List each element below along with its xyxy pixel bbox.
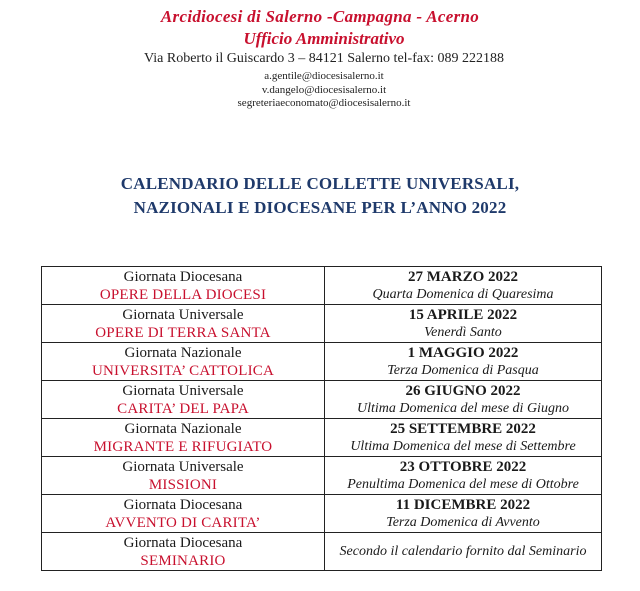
event-name: AVVENTO DI CARITA’ bbox=[105, 514, 261, 531]
event-cell bbox=[42, 381, 325, 419]
email-link[interactable]: a.gentile@diocesisalerno.it bbox=[264, 70, 384, 82]
event-date: 23 OTTOBRE 2022 bbox=[399, 458, 527, 475]
date-cell bbox=[325, 343, 602, 381]
event-cell bbox=[42, 419, 325, 457]
event-kind: Giornata Universale bbox=[122, 306, 244, 323]
event-date: 15 APRILE 2022 bbox=[408, 306, 518, 323]
event-date: 27 MARZO 2022 bbox=[408, 268, 518, 285]
event-date: 26 GIUGNO 2022 bbox=[405, 382, 521, 399]
table-row bbox=[42, 419, 602, 457]
event-date: 25 SETTEMBRE 2022 bbox=[390, 420, 536, 437]
event-date-desc: Terza Domenica di Avvento bbox=[386, 514, 540, 530]
event-kind: Giornata Diocesana bbox=[123, 268, 243, 285]
table-row bbox=[42, 457, 602, 495]
event-date-desc: Ultima Domenica del mese di Settembre bbox=[350, 438, 576, 454]
event-cell bbox=[42, 495, 325, 533]
event-date-desc: Quarta Domenica di Quaresima bbox=[372, 286, 554, 302]
collection-calendar-table bbox=[41, 266, 602, 571]
table-row bbox=[42, 343, 602, 381]
event-date: 11 DICEMBRE 2022 bbox=[395, 496, 531, 513]
date-cell bbox=[325, 495, 602, 533]
letterhead-diocese: Arcidiocesi di Salerno -Campagna - Acerno bbox=[160, 7, 480, 26]
event-name: CARITA’ DEL PAPA bbox=[117, 400, 249, 417]
document-title bbox=[0, 172, 640, 220]
event-cell bbox=[42, 343, 325, 381]
email-link[interactable]: v.dangelo@diocesisalerno.it bbox=[261, 83, 387, 96]
event-date-desc: Penultima Domenica del mese di Ottobre bbox=[347, 476, 579, 492]
date-cell bbox=[325, 267, 602, 305]
title-line: NAZIONALI E DIOCESANE PER L’ANNO 2022 bbox=[133, 198, 507, 217]
event-date-desc: Secondo il calendario fornito dal Seminario bbox=[339, 543, 587, 559]
event-name: MISSIONI bbox=[148, 476, 218, 493]
event-kind: Giornata Nazionale bbox=[124, 420, 242, 437]
event-kind: Giornata Universale bbox=[122, 382, 244, 399]
event-date-desc: Venerdì Santo bbox=[424, 324, 502, 340]
event-kind: Giornata Universale bbox=[122, 458, 244, 475]
date-cell bbox=[325, 533, 602, 571]
letterhead-address: Via Roberto il Guiscardo 3 – 84121 Salerno tel-fax: 089 222188 bbox=[144, 51, 504, 66]
email-link[interactable]: segreteriaeconomato@diocesisalerno.it bbox=[237, 97, 411, 109]
title-line: CALENDARIO DELLE COLLETTE UNIVERSALI, bbox=[120, 174, 520, 193]
event-kind: Giornata Diocesana bbox=[123, 534, 243, 551]
date-cell bbox=[325, 381, 602, 419]
date-cell bbox=[325, 457, 602, 495]
event-cell bbox=[42, 533, 325, 571]
event-date-desc: Ultima Domenica del mese di Giugno bbox=[357, 400, 569, 416]
event-name: SEMINARIO bbox=[140, 552, 226, 569]
table-row bbox=[42, 381, 602, 419]
event-kind: Giornata Nazionale bbox=[124, 344, 242, 361]
date-cell bbox=[325, 305, 602, 343]
letterhead-emails bbox=[0, 70, 640, 111]
event-name: OPERE DI TERRA SANTA bbox=[95, 324, 271, 341]
event-date: 1 MAGGIO 2022 bbox=[407, 344, 519, 361]
table-row bbox=[42, 495, 602, 533]
event-name: MIGRANTE E RIFUGIATO bbox=[93, 438, 273, 455]
date-cell bbox=[325, 419, 602, 457]
event-name: UNIVERSITA’ CATTOLICA bbox=[91, 362, 275, 379]
event-cell bbox=[42, 305, 325, 343]
event-cell bbox=[42, 267, 325, 305]
table-row bbox=[42, 267, 602, 305]
table-row bbox=[42, 533, 602, 571]
table-row bbox=[42, 305, 602, 343]
event-cell bbox=[42, 457, 325, 495]
event-date-desc: Terza Domenica di Pasqua bbox=[387, 362, 539, 378]
event-kind: Giornata Diocesana bbox=[123, 496, 243, 513]
event-name: OPERE DELLA DIOCESI bbox=[99, 286, 267, 303]
letterhead-office: Ufficio Amministrativo bbox=[243, 29, 405, 48]
